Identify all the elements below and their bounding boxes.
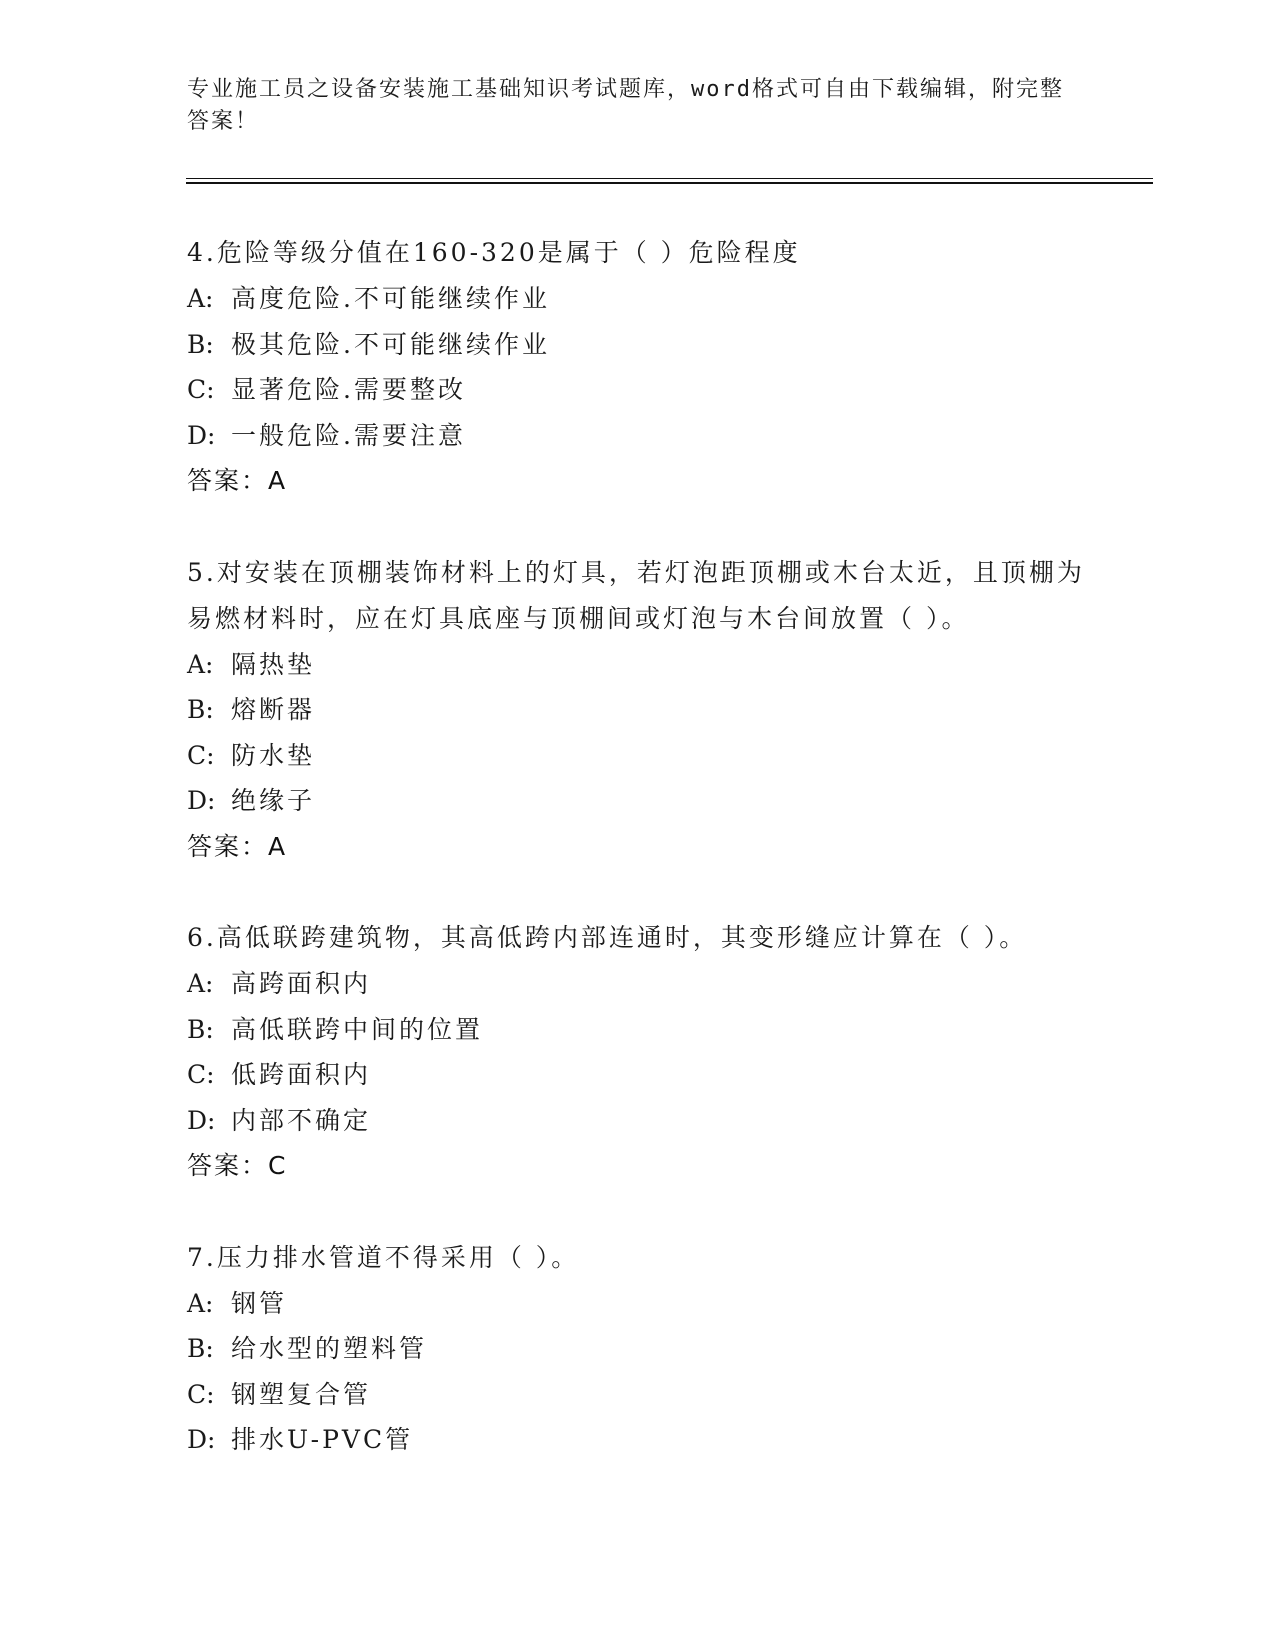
question-gap <box>187 869 1087 915</box>
option-letter: B: <box>187 1334 214 1363</box>
option-text: 极其危险.不可能继续作业 <box>231 329 550 359</box>
option-letter: D: <box>187 420 216 450</box>
option-c <box>187 1372 1087 1418</box>
option-text: 绝缘子 <box>231 786 316 815</box>
option-c <box>187 1052 1087 1098</box>
option-text: 显著危险.需要整改 <box>231 375 466 404</box>
option-letter: C: <box>187 375 215 404</box>
answer-line: 答案：A <box>187 831 288 861</box>
option-text: 低跨面积内 <box>231 1060 372 1089</box>
question-stem: 6.高低联跨建筑物，其高低跨内部连通时，其变形缝应计算在（ ）。 <box>187 923 1028 952</box>
answer-line: 答案：C <box>187 1151 288 1180</box>
question-gap <box>187 504 1087 550</box>
question-list <box>187 230 1087 1463</box>
header-rule-thick <box>186 182 1153 184</box>
question-item <box>187 550 1087 870</box>
option-letter: D: <box>187 786 216 815</box>
option-letter: D: <box>187 1105 216 1135</box>
option-b <box>187 1326 1087 1372</box>
option-d <box>187 778 1087 824</box>
option-letter: B: <box>187 329 214 359</box>
option-c <box>187 367 1087 413</box>
option-letter: B: <box>187 695 214 724</box>
option-text: 钢塑复合管 <box>231 1379 372 1409</box>
option-text: 钢管 <box>231 1288 288 1318</box>
option-letter: D: <box>187 1425 216 1454</box>
option-letter: A: <box>187 649 214 679</box>
question-item <box>187 915 1087 1189</box>
header-rule-thin <box>186 178 1153 179</box>
option-text: 高度危险.不可能继续作业 <box>231 284 550 313</box>
option-text: 高跨面积内 <box>231 969 372 998</box>
question-item <box>187 1235 1087 1463</box>
option-d <box>187 1417 1087 1463</box>
option-letter: A: <box>187 1288 214 1318</box>
option-letter: C: <box>187 1379 215 1409</box>
option-a <box>187 642 1087 688</box>
option-letter: C: <box>187 740 215 770</box>
question-stem: 5.对安装在顶棚装饰材料上的灯具，若灯泡距顶棚或木台太近，且顶棚为易燃材料时，应在灯具底座与顶棚间或灯泡与木台间放置（ ）。 <box>187 557 1085 633</box>
option-letter: B: <box>187 1014 214 1044</box>
option-letter: C: <box>187 1060 215 1089</box>
option-a <box>187 1281 1087 1327</box>
option-text: 隔热垫 <box>231 649 316 679</box>
option-d <box>187 413 1087 459</box>
option-b <box>187 1007 1087 1053</box>
answer-line: 答案：A <box>187 466 288 495</box>
option-b <box>187 687 1087 733</box>
option-text: 内部不确定 <box>231 1105 372 1135</box>
question-gap <box>187 1189 1087 1235</box>
option-a <box>187 961 1087 1007</box>
option-text: 防水垫 <box>231 740 316 770</box>
option-letter: A: <box>187 969 214 998</box>
option-text: 一般危险.需要注意 <box>231 420 466 450</box>
question-item <box>187 230 1087 504</box>
question-stem: 7.压力排水管道不得采用（ ）。 <box>187 1242 580 1272</box>
option-text: 排水U-PVC管 <box>231 1425 414 1454</box>
option-b <box>187 322 1087 368</box>
option-text: 高低联跨中间的位置 <box>231 1014 484 1044</box>
option-a <box>187 276 1087 322</box>
document-header: 专业施工员之设备安装施工基础知识考试题库，word格式可自由下载编辑，附完整答案！ <box>187 77 1064 134</box>
option-c <box>187 733 1087 779</box>
option-text: 熔断器 <box>231 695 316 724</box>
question-stem: 4.危险等级分值在160-320是属于（ ）危险程度 <box>187 238 801 267</box>
option-letter: A: <box>187 284 214 313</box>
option-text: 给水型的塑料管 <box>231 1334 428 1363</box>
option-d <box>187 1098 1087 1144</box>
